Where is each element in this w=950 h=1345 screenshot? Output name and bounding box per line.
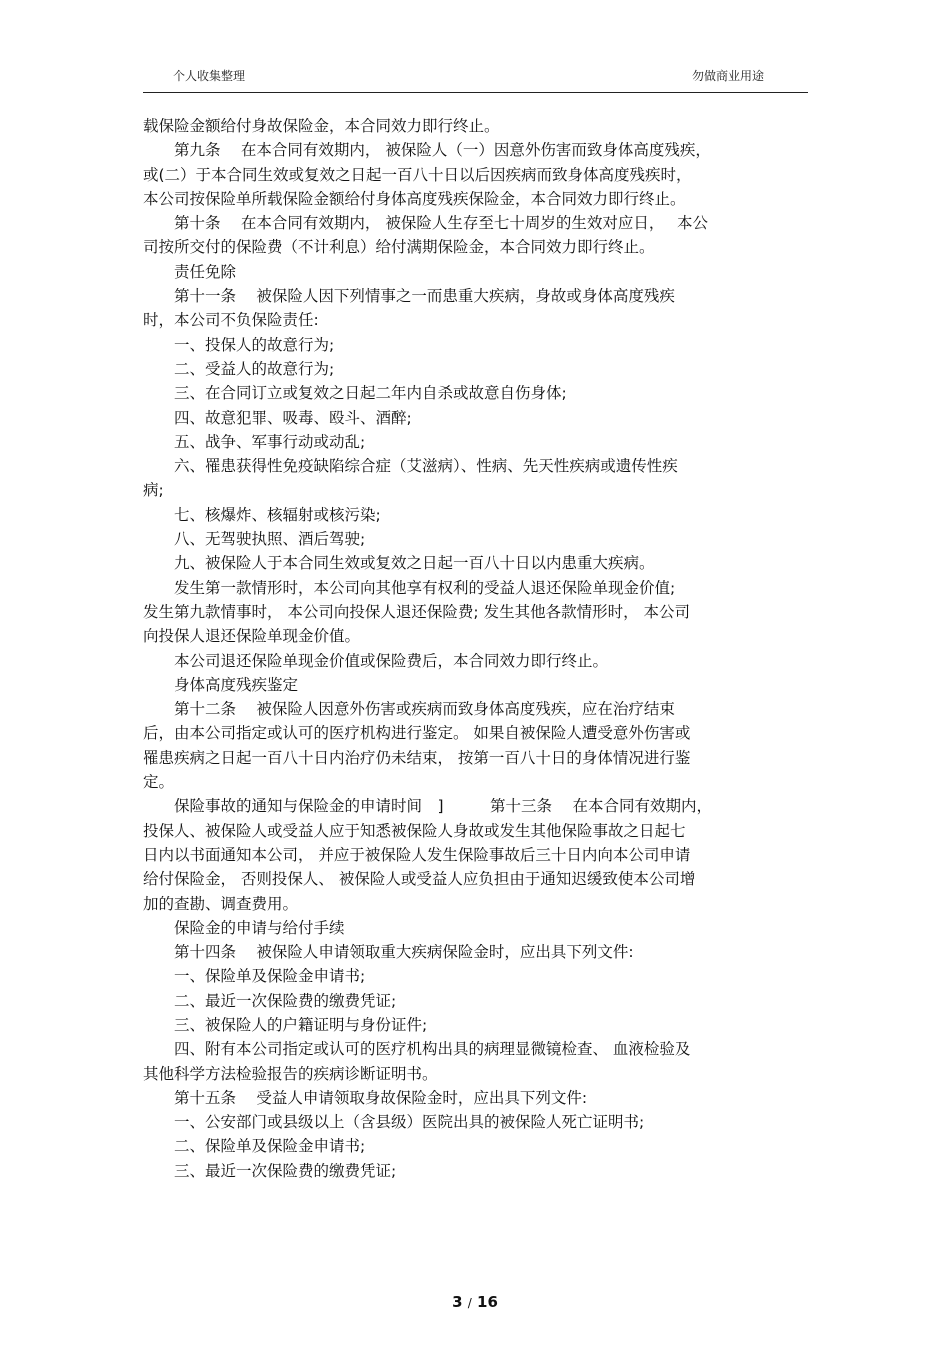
text-line: 司按所交付的保险费（不计利息）给付满期保险金，本合同效力即行终止。	[143, 238, 655, 257]
text-line: 给付保险金， 否则投保人、 被保险人或受益人应负担由于通知迟缓致使本公司增	[143, 870, 696, 889]
text-line: 四、附有本公司指定或认可的医疗机构出具的病理显微镜检查、 血液检验及	[143, 1040, 691, 1059]
text-line: 八、无驾驶执照、酒后驾驶;	[143, 530, 366, 549]
text-line: 三、在合同订立或复效之日起二年内自杀或故意自伤身体;	[143, 384, 567, 403]
text-line: 一、投保人的故意行为;	[143, 335, 335, 354]
text-line: 第十二条 被保险人因意外伤害或疾病而致身体高度残疾，应在治疗结束	[143, 700, 675, 719]
text-line: 九、被保险人于本合同生效或复效之日起一百八十日以内患重大疾病。	[143, 554, 655, 573]
header-left-text: 个人收集整理	[173, 69, 246, 83]
text-line: 一、公安部门或县级以上（含县级）医院出具的被保险人死亡证明书;	[143, 1113, 645, 1132]
text-line: 病;	[143, 481, 164, 500]
text-line: 时，本公司不负保险责任:	[143, 311, 319, 330]
text-line: 载保险金额给付身故保险金，本合同效力即行终止。	[143, 117, 500, 135]
text-line: 三、被保险人的户籍证明与身份证件;	[143, 1015, 428, 1034]
text-line: 投保人、被保险人或受益人应于知悉被保险人身故或发生其他保险事故之日起七	[143, 821, 686, 840]
text-line: 加的查勘、调查费用。	[143, 894, 299, 913]
text-line: 日内以书面通知本公司， 并应于被保险人发生保险事故后三十日内向本公司申请	[143, 845, 691, 864]
text-line: 其他科学方法检验报告的疾病诊断证明书。	[143, 1064, 438, 1083]
page-current: 3	[452, 1293, 463, 1311]
text-line: 保险金的申请与给付手续	[143, 918, 345, 937]
text-line: 后，由本公司指定或认可的医疗机构进行鉴定。 如果自被保险人遭受意外伤害或	[143, 724, 691, 743]
page-header	[143, 62, 808, 93]
text-line: 四、故意犯罪、吸毒、殴斗、酒醉;	[143, 408, 412, 427]
page-total: 16	[477, 1293, 498, 1311]
text-line: 身体高度残疾鉴定	[143, 675, 299, 694]
text-line: 本公司按保险单所载保险金额给付身体高度残疾保险金，本合同效力即行终止。	[143, 189, 686, 208]
text-line: 第十一条 被保险人因下列情事之一而患重大疾病，身故或身体高度残疾	[143, 287, 675, 306]
header-right-text: 勿做商业用途	[691, 69, 764, 83]
text-line: 第十四条 被保险人申请领取重大疾病保险金时，应出具下列文件:	[143, 943, 634, 962]
text-line: 第十五条 受益人申请领取身故保险金时，应出具下列文件:	[143, 1088, 588, 1107]
text-line: 第九条 在本合同有效期内， 被保险人（一）因意外伤害而致身体高度残疾，	[143, 141, 711, 160]
text-line: 二、受益人的故意行为;	[143, 359, 335, 378]
text-line: 或(二）于本合同生效或复效之日起一百八十日以后因疾病而致身体高度残疾时，	[143, 165, 692, 184]
text-line: 三、最近一次保险费的缴费凭证;	[143, 1161, 397, 1180]
text-line: 发生第九款情事时， 本公司向投保人退还保险费; 发生其他各款情形时， 本公司	[143, 602, 691, 621]
text-line: 六、罹患获得性免疫缺陷综合症（艾滋病）、性病、先天性疾病或遗传性疾	[143, 457, 678, 476]
text-line: 罹患疾病之日起一百八十日内治疗仍未结束， 按第一百八十日的身体情况进行鉴	[143, 748, 691, 767]
text-line: 定。	[143, 773, 175, 792]
page-separator: /	[467, 1296, 472, 1310]
text-line: 五、战争、军事行动或动乱;	[143, 432, 366, 451]
page-number	[0, 1293, 950, 1311]
text-line: 一、保险单及保险金申请书;	[143, 967, 366, 986]
text-line: 二、保险单及保险金申请书;	[143, 1137, 366, 1156]
text-line: 发生第一款情形时，本公司向其他享有权利的受益人退还保险单现金价值;	[143, 578, 676, 597]
text-line: 七、核爆炸、核辐射或核污染;	[143, 505, 381, 524]
text-line: 保险事故的通知与保险金的申请时间 ] 第十三条 在本合同有效期内，	[143, 797, 712, 816]
text-line: 责任免除	[143, 262, 237, 281]
text-line: 本公司退还保险单现金价值或保险费后，本合同效力即行终止。	[143, 651, 609, 670]
text-line: 向投保人退还保险单现金价值。	[143, 627, 361, 646]
text-line: 第十条 在本合同有效期内， 被保险人生存至七十周岁的生效对应日， 本公	[143, 214, 709, 233]
text-line: 二、最近一次保险费的缴费凭证;	[143, 991, 397, 1010]
document-body	[143, 114, 813, 1183]
